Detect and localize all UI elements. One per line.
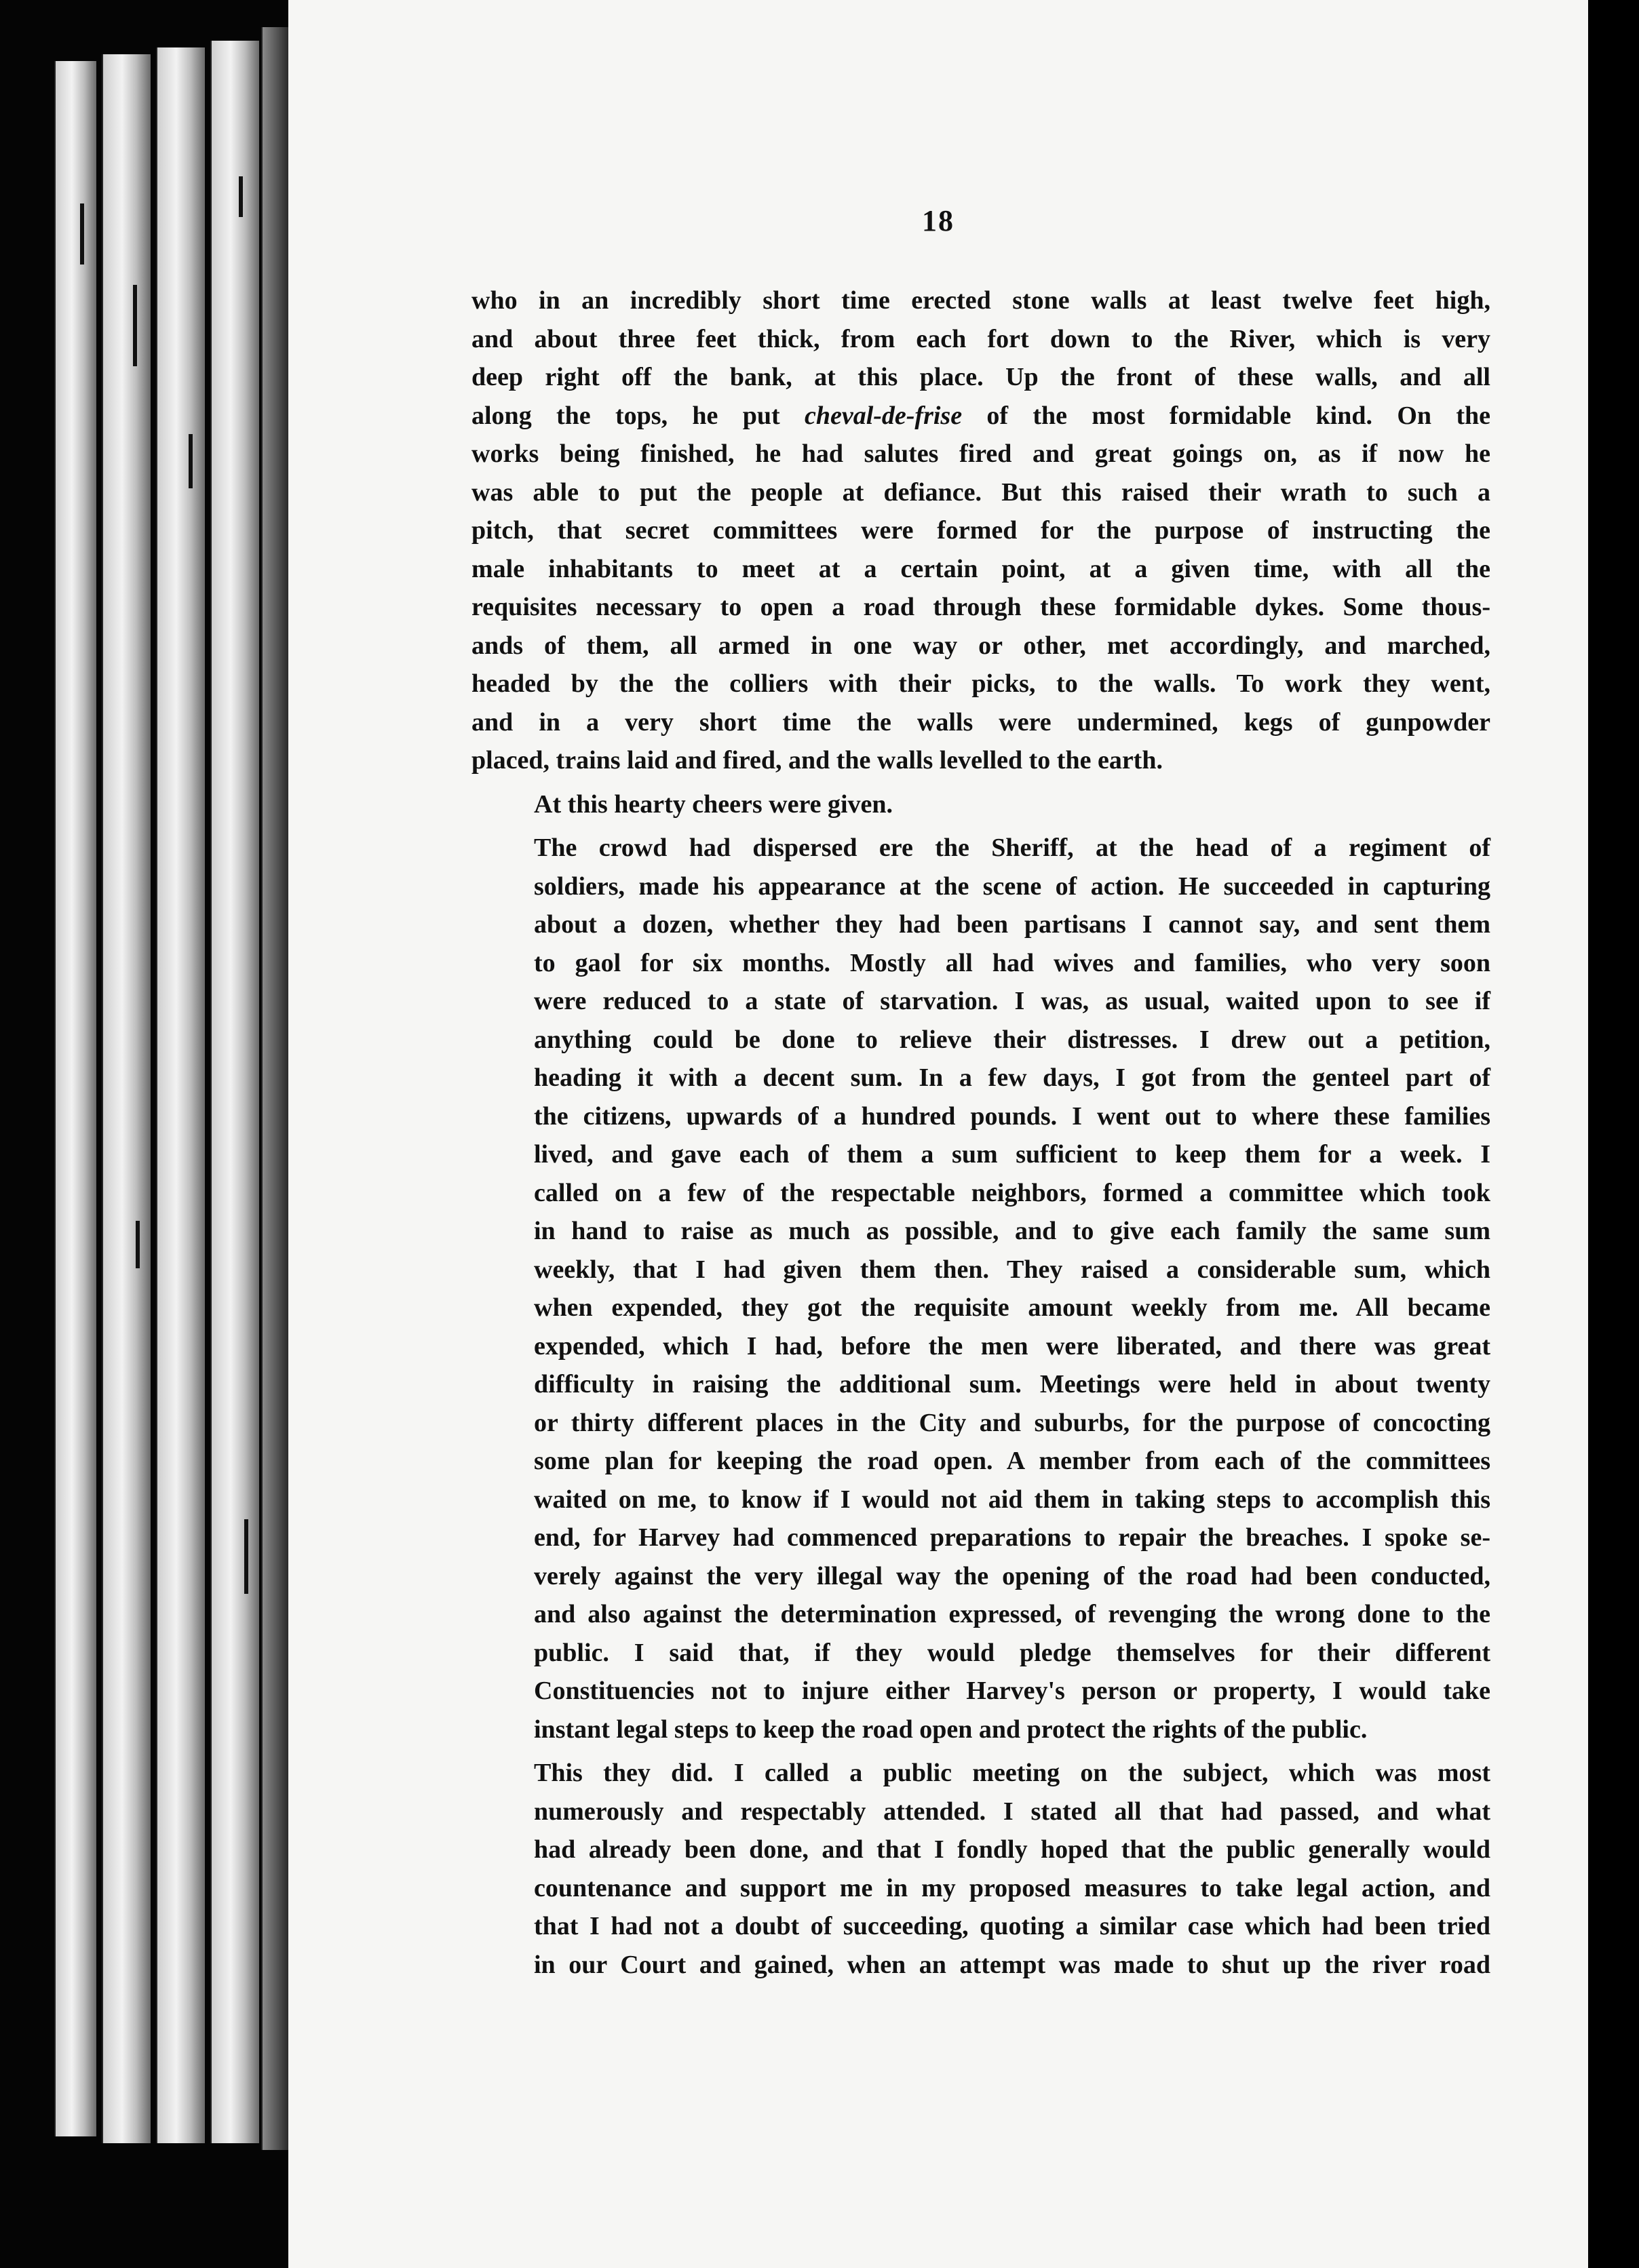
text-line: were reduced to a state of starvation. I was, as usual, waited upon to see if (534, 987, 1490, 1015)
text-line: public. I said that, if they would pledge themselves for their different (534, 1638, 1490, 1667)
text-line: called on a few of the respectable neighbors, formed a committee which took (534, 1178, 1490, 1207)
text-line: in our Court and gained, when an attempt was made to shut up the river road (534, 1950, 1490, 1979)
paragraph-4 (471, 1754, 1490, 1984)
text-line: works being finished, he had salutes fired and great goings on, as if now he (471, 439, 1490, 468)
text-line: deep right off the bank, at this place. Up the front of these walls, and all (471, 363, 1490, 391)
text-line: and in a very short time the walls were undermined, kegs of gunpowder (471, 707, 1490, 737)
text-line: about a dozen, whether they had been partisans I cannot say, and sent them (534, 910, 1490, 939)
text-line: countenance and support me in my proposed measures to take legal action, and (534, 1873, 1490, 1902)
paragraph-3 (471, 829, 1490, 1748)
text-line: pitch, that secret committees were formed for the purpose of instructing the (471, 516, 1490, 545)
text-line: and also against the determination expressed, of revenging the wrong done to the (534, 1600, 1490, 1628)
edge-mark (133, 285, 137, 366)
page-edge-shadow (261, 27, 292, 2150)
text-line: verely against the very illegal way the opening of the road had been conducted, (534, 1561, 1490, 1590)
text-line: At this hearty cheers were given. (534, 789, 893, 819)
scan-border-right (1588, 0, 1639, 2268)
text-line: along the tops, he put cheval-de-frise of the most formidable kind. On the (471, 401, 1490, 430)
text-line: lived, and gave each of them a sum sufficient to keep them for a week. I (534, 1140, 1490, 1169)
text-line: or thirty different places in the City and suburbs, for the purpose of concocting (534, 1408, 1490, 1437)
text-line: weekly, that I had given them then. They raised a considerable sum, which (534, 1255, 1490, 1284)
text-line: who in an incredibly short time erected stone walls at least twelve feet high, (471, 286, 1490, 315)
edge-mark (80, 203, 84, 265)
text-line: soldiers, made his appearance at the scene of action. He succeeded in capturing (534, 872, 1490, 901)
text-line: The crowd had dispersed ere the Sheriff, at the head of a regiment of (534, 834, 1490, 862)
text-line: when expended, they got the requisite amount weekly from me. All became (534, 1293, 1490, 1322)
text-line: This they did. I called a public meeting on the subject, which was most (534, 1759, 1490, 1787)
text-line: heading it with a decent sum. In a few days, I got from the genteel part of (534, 1063, 1490, 1092)
edge-mark (239, 176, 243, 217)
text-line: ands of them, all armed in one way or other, met accordingly, and marched, (471, 631, 1490, 660)
page-edge-strip (156, 47, 205, 2143)
text-line: end, for Harvey had commenced preparations to repair the breaches. I spoke se- (534, 1523, 1490, 1552)
text-line: was able to put the people at defiance. But this raised their wrath to such a (471, 477, 1490, 507)
text-line: and about three feet thick, from each fort down to the River, which is very (471, 324, 1490, 353)
text-line: placed, trains laid and fired, and the walls levelled to the earth. (471, 746, 1163, 775)
paragraph-1 (471, 281, 1490, 780)
text-line: male inhabitants to meet at a certain point, at a given time, with all the (471, 554, 1490, 583)
text-line: instant legal steps to keep the road open and protect the rights of the public. (534, 1715, 1368, 1744)
body-text (471, 281, 1490, 1984)
text-line: expended, which I had, before the men were liberated, and there was great (534, 1331, 1490, 1361)
page-number: 18 (922, 204, 955, 237)
text-line: to gaol for six months. Mostly all had wives and families, who very soon (534, 948, 1490, 977)
text-line: Constituencies not to injure either Harvey's person or property, I would take (534, 1677, 1490, 1705)
italic-term: cheval-de-frise (804, 401, 963, 430)
page-edge-strip (54, 61, 96, 2136)
edge-mark (189, 434, 193, 488)
edge-mark (244, 1519, 248, 1594)
book-edge (0, 0, 292, 2268)
text-line: that I had not a doubt of succeeding, quoting a similar case which had been tried (534, 1912, 1490, 1940)
paragraph-2 (471, 785, 1490, 824)
document-page (288, 0, 1588, 2268)
text-line: had already been done, and that I fondly hoped that the public generally would (534, 1835, 1490, 1864)
text-line: requisites necessary to open a road through these formidable dykes. Some thous- (471, 593, 1490, 621)
page-edge-strip (102, 54, 151, 2143)
text-line: anything could be done to relieve their distresses. I drew out a petition, (534, 1025, 1490, 1054)
edge-mark (136, 1221, 140, 1268)
text-line: in hand to raise as much as possible, and to give each family the same sum (534, 1217, 1490, 1245)
page-edge-strip (210, 41, 259, 2143)
text-line: some plan for keeping the road open. A member from each of the committees (534, 1447, 1490, 1475)
text-line: difficulty in raising the additional sum. Meetings were held in about twenty (534, 1370, 1490, 1399)
text-line: headed by the the colliers with their picks, to the walls. To work they went, (471, 669, 1490, 698)
text-line: numerously and respectably attended. I stated all that had passed, and what (534, 1797, 1490, 1826)
text-line: waited on me, to know if I would not aid them in taking steps to accomplish this (534, 1485, 1490, 1514)
text-line: the citizens, upwards of a hundred pounds. I went out to where these families (534, 1101, 1490, 1131)
